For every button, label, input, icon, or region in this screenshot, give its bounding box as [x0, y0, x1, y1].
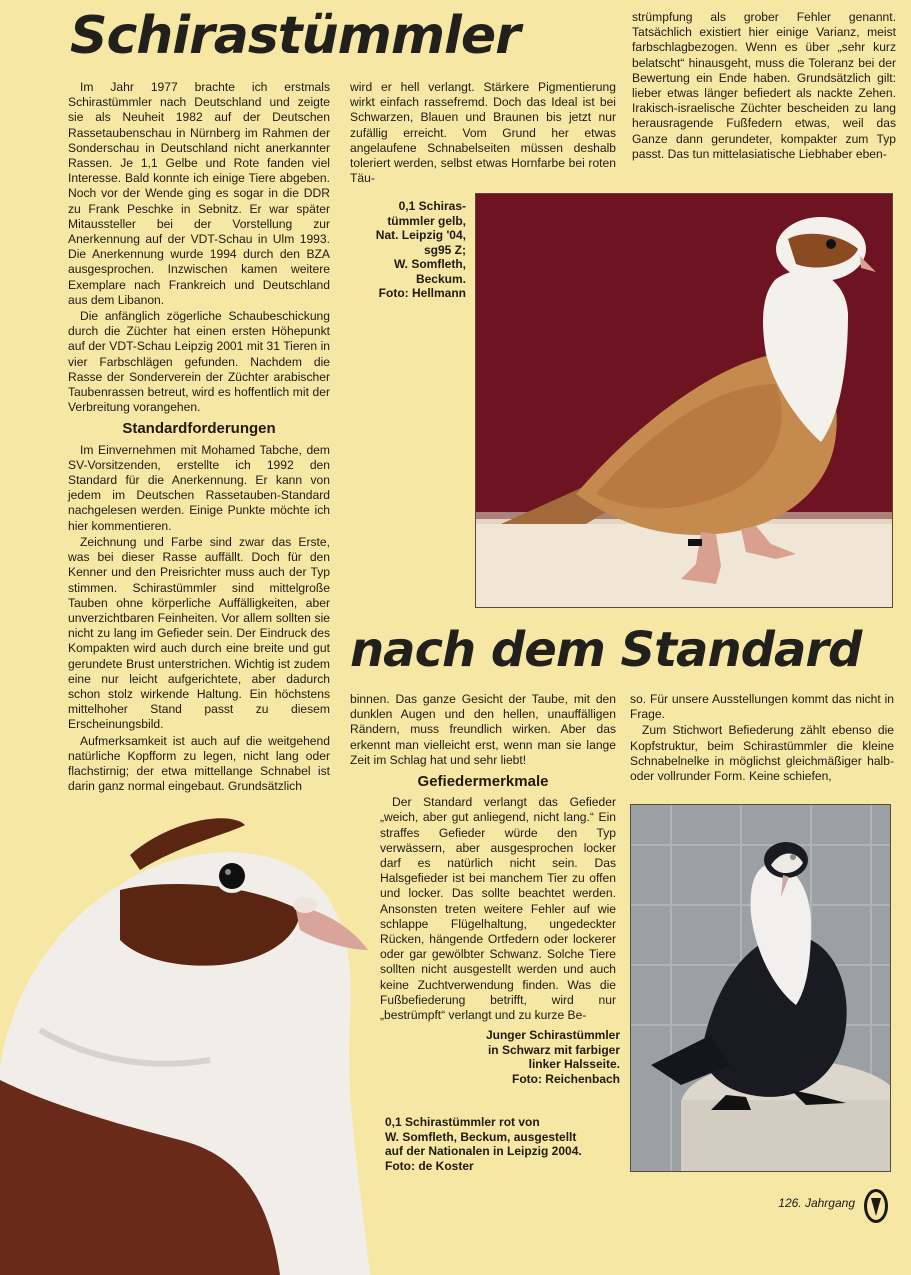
caption-line: Junger Schirastümmler: [485, 1028, 620, 1042]
column-3-top: [632, 10, 896, 163]
photo-black-pigeon: [630, 804, 891, 1172]
col2-bottom-paragraph-1: binnen. Das ganze Gesicht der Taube, mit den dunklen Augen und den hellen, unauffälligen Rändern, muss freundlich wirken. Aber das erkennt man vielleicht erst, wenn man sie lange Zeit im Schlag hat und sehr liebt!: [350, 692, 616, 767]
caption-line: Foto: de Koster: [385, 1158, 474, 1173]
caption-line: W. Somfleth, Beckum, ausgestellt: [385, 1129, 577, 1144]
col3-bottom-paragraph-2: Zum Stichwort Befiederung zählt ebenso die Kopfstruktur, beim Schirastümmler die kleine Schnabelnelke in möglichst gleichmäßiger halb- oder vollrunder Form. Keine schiefen,: [630, 723, 894, 784]
col3-top-paragraph: strümpfung als grober Fehler genannt. Tatsächlich existiert hier einige Varianz, meist farbschlagbezogen. Wenn es über „sehr kurz belatscht“ hinausgeht, muss die Toleranz bei der Bewertung ein Ende haben. Grundsätzlich gilt: lieber etwas länger befiedert als nackte Zehen. Irakisch-israelische Züchter bescheiden zu lang herausragende Fußfedern etwas, weil das Ganze dann gerundeter, kompakter zum Typ passt. Das tun mittelasiatische Liebhaber eben-: [632, 10, 896, 161]
subhead-standardforderungen: Standardforderungen: [122, 420, 276, 438]
caption-line: sg95 Z;: [423, 242, 466, 257]
caption-line: Beckum.: [415, 271, 466, 286]
photo-red-pigeon: [0, 800, 380, 1275]
column-2-top: [350, 80, 616, 187]
col1-paragraph-3: Im Einvernehmen mit Mohamed Tabche, dem SV-Vorsitzenden, erstellte ich 1992 den Standard für die Anerkennung. Er kann von jedem im Deutschen Rassetauben-Standard nachgelesen werden. Einige Punkte möchte ich hier kommentieren.: [68, 442, 330, 533]
col2-top-paragraph: wird er hell verlangt. Stärkere Pigmentierung wirkt einfach rassefremd. Doch das Ideal ist bei Schwarzen, Blauen und Braunen bis jetzt nur zufällig erreicht. Vom Grund her etwas angelaufene Schnabelseiten müssen deshalb toleriert werden, selbst etwas Hornfarbe bei roten Täu-: [350, 80, 616, 186]
col1-paragraph-5: Aufmerksamkeit ist auch auf die weitgehend natürliche Kopfform zu legen, nicht lang oder flachstirnig; der etwa mittellange Schnabel ist darin ganz normal eingebaut. Grundsätzlich: [68, 733, 330, 794]
caption-line: 0,1 Schirastümmler rot von: [385, 1115, 540, 1129]
caption-line: in Schwarz mit farbiger: [487, 1042, 620, 1057]
caption-line: tümmler gelb,: [387, 213, 466, 228]
caption-line: Foto: Hellmann: [378, 286, 466, 300]
caption-red-pigeon: [385, 1115, 625, 1173]
col1-paragraph-4: Zeichnung und Farbe sind zwar das Erste, was bei dieser Rasse auffällt. Doch für den Kenner und den Preisrichter muss auch der Typ stimmen. Schirastümmler sind mittelgroße Tauben ohne körperliche Auffälligkeiten, aber unverzichtbaren Feinheiten. Vor allem sollten sie nicht zu lang im Gefieder sein. Der Eindruck des Kompakten wird auch durch eine breite und gut gerundete Brust unterstrichen. Wichtig ist zudem eine nur leicht aufgerichtete, aber dadurch schon stolz wirkende Haltung. Ein höchstens mittelhoher Stand passt zu diesem Erscheinungsbild.: [68, 534, 330, 732]
column-1: [68, 80, 330, 795]
col3-bottom-paragraph-1: so. Für unsere Ausstellungen kommt das nicht in Frage.: [630, 692, 894, 722]
caption-yellow-pigeon: [345, 199, 466, 301]
column-3-bottom: [630, 692, 894, 785]
caption-line: 0,1 Schiras-: [398, 199, 466, 213]
publisher-logo-icon: [862, 1186, 890, 1226]
column-2-bottom: [350, 692, 616, 1024]
caption-line: Nat. Leipzig '04,: [375, 228, 466, 242]
col1-paragraph-2: Die anfänglich zögerliche Schaubeschickung durch die Züchter hat einen ersten Höhepunkt auf der VDT-Schau Leipzig 2001 mit 31 Tieren in vier Farbschlägen gefunden. Nachdem die Rasse der Sonderverein der Züchter arabischer Taubenrassen betreut, wird es hoffentlich mit der Verbreitung vorangehen.: [68, 309, 330, 415]
caption-line: Foto: Reichenbach: [511, 1071, 620, 1086]
caption-line: W. Somfleth,: [394, 257, 466, 271]
col2-bottom-paragraph-2: Der Standard verlangt das Gefieder „weich, aber gut anliegend, nicht lang.“ Ein straffes Gefieder würde den Typ verwässern, aber ausgesprochen locker darf es natürlich nicht sein. Das Halsgefieder ist bei manchem Tier zu offen und locker. Das sollte beachtet werden. Ansonsten treten weitere Fehler auf wie schlappe Flügelhaltung, ungedeckter Rücken, hängende Ortfedern oder lockerer oder gar gewölbter Schwanz. Solche Tiere sollten nicht ausgestellt werden und auch keine Zuchtverwendung finden. Was die Fußbefiederung betrifft, wird nur „bestrümpft“ verlangt und zu kurze Be-: [380, 795, 616, 1023]
page-footer-volume: 126. Jahrgang: [778, 1196, 855, 1210]
caption-black-pigeon: [440, 1028, 620, 1086]
subhead-gefiedermerkmale: Gefiedermerkmale: [417, 773, 549, 791]
article-title: Schirastümmler: [70, 6, 520, 66]
photo-yellow-pigeon: [475, 193, 893, 608]
article-title-continued: nach dem Standard: [350, 622, 862, 678]
col1-paragraph-1: Im Jahr 1977 brachte ich erstmals Schirastümmler nach Deutschland und zeigte sie als Neuheit 1982 auf der Deutschen Rassetaubenschau in Nürnberg im Rahmen der Sonderschau in Deutschland nicht anerkannter Rassen. Je 1,1 Gelbe und Rote fanden viel Interesse. Bald konnte ich einige Tiere abgeben. Noch vor der Wende ging es sogar in die DDR zu Frank Peschke in Sebnitz. Er war später Mitaussteller bei der Vorstellung zur Anerkennung auf der VDT-Schau in Ulm 1993. Die Anerkennung wurde 1994 durch den BZA ausgesprochen. Inzwischen kamen weitere Exemplare nach Frankreich und Deutschland aus dem Libanon.: [68, 80, 330, 307]
caption-line: linker Halsseite.: [528, 1057, 620, 1071]
caption-line: auf der Nationalen in Leipzig 2004.: [385, 1144, 582, 1158]
